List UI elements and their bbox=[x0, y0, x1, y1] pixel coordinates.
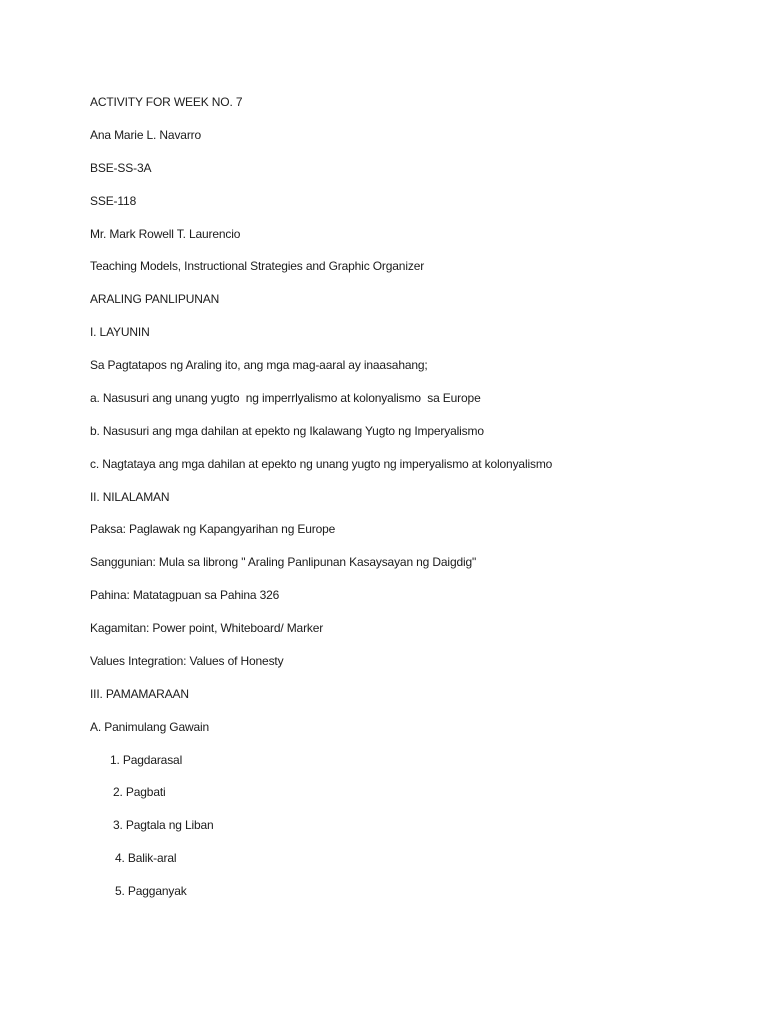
pahina-line: Pahina: Matatagpuan sa Pahina 326 bbox=[90, 588, 280, 603]
sanggunian-line: Sanggunian: Mula sa librong " Araling Panlipunan Kasaysayan ng Daigdig" bbox=[90, 555, 477, 570]
layunin-heading: I. LAYUNIN bbox=[90, 325, 150, 340]
activity-title: ACTIVITY FOR WEEK NO. 7 bbox=[90, 95, 243, 109]
objectives-list bbox=[90, 382, 750, 481]
step-item: 4. Balik-aral bbox=[115, 851, 177, 866]
step-item: 3. Pagtala ng Liban bbox=[113, 818, 214, 833]
kagamitan-line: Kagamitan: Power point, Whiteboard/ Marker bbox=[90, 621, 324, 635]
nilalaman-heading: II. NILALAMAN bbox=[90, 489, 170, 504]
step-item: 1. Pagdarasal bbox=[110, 752, 183, 767]
paksa-line: Paksa: Paglawak ng Kapangyarihan ng Europe bbox=[90, 522, 336, 537]
values-integration-line: Values Integration: Values of Honesty bbox=[90, 653, 284, 668]
layunin-intro: Sa Pagtatapos ng Araling ito, ang mga mag-aaral ay inaasahang; bbox=[90, 358, 428, 372]
student-section: BSE-SS-3A bbox=[90, 160, 152, 175]
subject-title: ARALING PANLIPUNAN bbox=[90, 292, 220, 307]
objective-item: b. Nasusuri ang mga dahilan at epekto ng Ikalawang Yugto ng Imperyalismo bbox=[90, 423, 484, 438]
pamamaraan-heading: III. PAMAMARAAN bbox=[90, 686, 189, 701]
topic-title: Teaching Models, Instructional Strategies and Graphic Organizer bbox=[90, 259, 425, 274]
steps-list bbox=[90, 744, 750, 908]
step-item: 2. Pagbati bbox=[113, 785, 166, 800]
objective-item: a. Nasusuri ang unang yugto ng imperrlyalismo at kolonyalismo sa Europe bbox=[90, 390, 481, 405]
objective-item: c. Nagtataya ang mga dahilan at epekto ng unang yugto ng imperyalismo at kolonyalismo bbox=[90, 456, 553, 471]
panimulang-gawain-subheading: A. Panimulang Gawain bbox=[90, 719, 210, 734]
step-item: 5. Pagganyak bbox=[115, 884, 187, 898]
course-code: SSE-118 bbox=[90, 193, 137, 208]
document-body bbox=[90, 86, 750, 908]
student-name: Ana Marie L. Navarro bbox=[90, 127, 202, 142]
instructor-name: Mr. Mark Rowell T. Laurencio bbox=[90, 226, 241, 241]
